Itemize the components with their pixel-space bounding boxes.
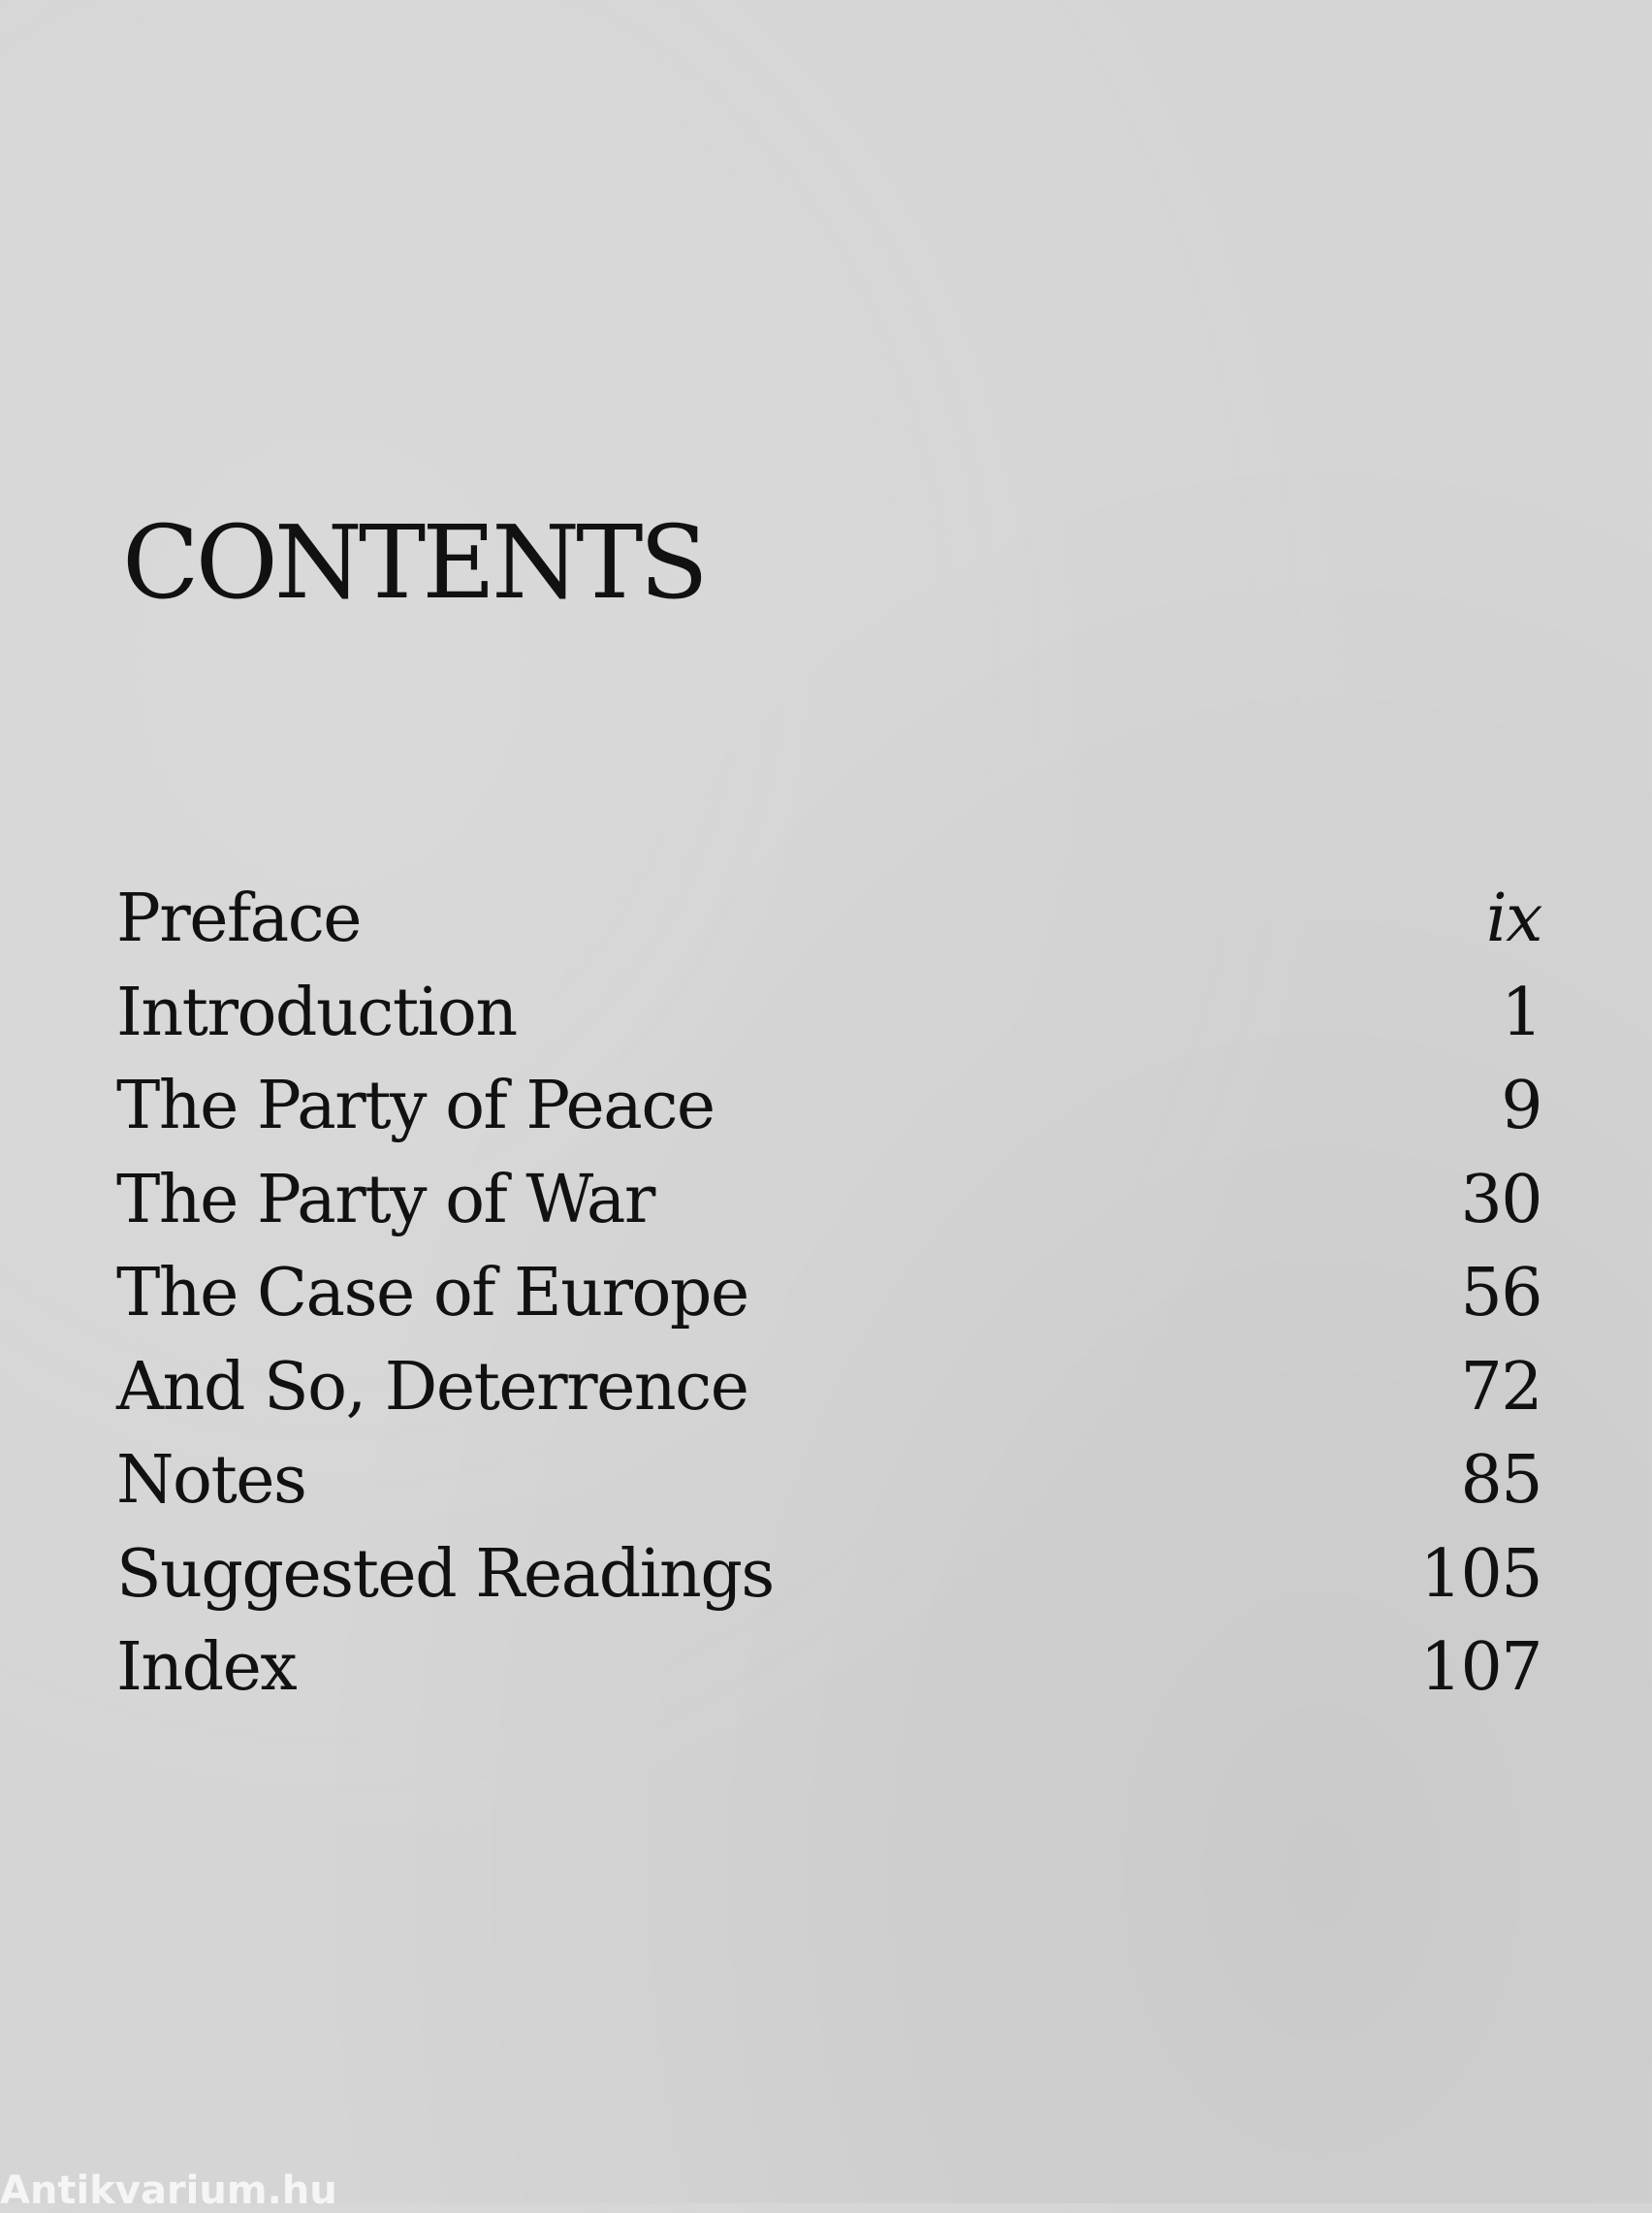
toc-entry-page: 85 <box>1460 1442 1541 1519</box>
toc-entry-preface <box>116 873 1541 967</box>
toc-entry-party-of-peace <box>116 1060 1541 1154</box>
toc-entry-page: 30 <box>1460 1161 1541 1238</box>
toc-entry-title: Index <box>116 1629 297 1706</box>
toc-entry-party-of-war <box>116 1154 1541 1248</box>
toc-entry-title: Notes <box>116 1442 306 1519</box>
toc-entry-case-of-europe <box>116 1247 1541 1341</box>
toc-entry-title: Preface <box>116 881 362 957</box>
toc-entry-title: The Party of War <box>116 1161 654 1238</box>
toc-entry-title: The Party of Peace <box>116 1068 715 1144</box>
toc-entry-notes <box>116 1434 1541 1528</box>
toc-entry-title: Suggested Readings <box>116 1535 774 1613</box>
toc-entry-page: 9 <box>1501 1068 1541 1144</box>
toc-entry-suggested-readings <box>116 1528 1541 1622</box>
toc-entry-title: The Case of Europe <box>116 1255 748 1331</box>
toc-entry-page: ix <box>1485 881 1541 957</box>
toc-entry-index <box>116 1621 1541 1716</box>
toc-entry-page: 72 <box>1460 1348 1541 1426</box>
toc-entry-introduction <box>116 967 1541 1061</box>
contents-heading: CONTENTS <box>122 503 705 622</box>
table-of-contents <box>116 873 1541 1716</box>
toc-entry-title: And So, Deterrence <box>116 1348 748 1426</box>
toc-entry-title: Introduction <box>116 974 517 1051</box>
watermark: Antikvarium.hu <box>0 2168 337 2213</box>
toc-entry-page: 56 <box>1460 1255 1541 1331</box>
toc-entry-page: 105 <box>1419 1535 1541 1613</box>
toc-entry-page: 1 <box>1501 974 1541 1051</box>
toc-entry-deterrence <box>116 1341 1541 1435</box>
toc-entry-page: 107 <box>1419 1629 1541 1706</box>
